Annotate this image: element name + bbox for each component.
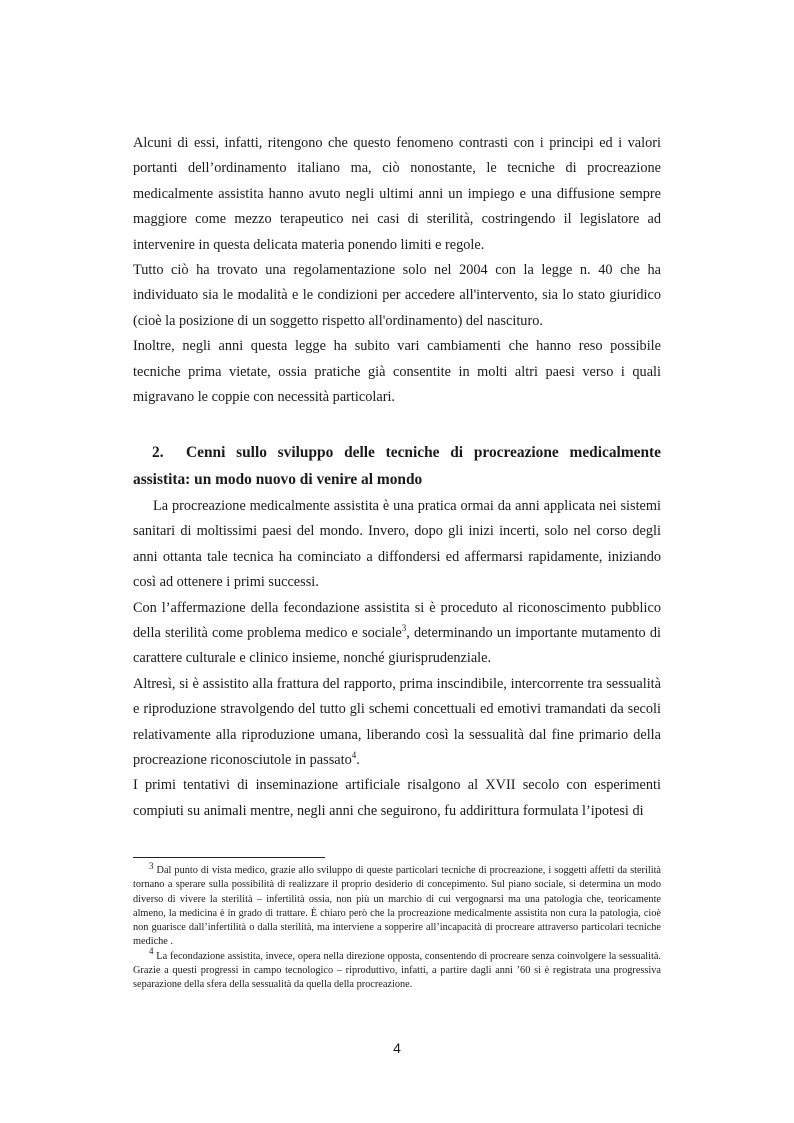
footnote-text: Dal punto di vista medico, grazie allo sviluppo di queste particolari tecniche di procreazione, i soggetti affetti da sterilità tornano a sperare sulla possibilità di realizzare il proprio desiderio di concepimento. Sul piano sociale, si determina un modo diverso di vivere la sterilità – infertilità ossia, non più un marchio di cui vergognarsi ma una patologia che, teoricamente almeno, la medicina è in grado di trattare. È chiaro però che la procreazione medicalmente assistita non cura la patologia, cioè non guarisce dall’infertilità o dalla sterilità, ma interviene a sopperire all’incapacità di procreare attraverso particolari tecniche mediche . [133,865,661,948]
footnote-ref: 3 [401,623,407,634]
paragraph: I primi tentativi di inseminazione artificiale risalgono al XVII secolo con esperimenti compiuti su animali mentre, negli anni che seguirono, fu addirittura formulata l’ipotesi di [133,777,661,819]
page-number: 4 [393,1040,401,1056]
footnote-marker: 4 [149,946,154,957]
paragraph-text: . [356,752,360,769]
paragraph-text: Altresì, si è assistito alla frattura del rapporto, prima inscindibile, intercorrente tra sessualità e riproduzione stravolgendo del tutto gli schemi concettuali ed emotivi tramandati da secoli relativamente alla riproduzione umana, liberando così la sessualità dal fine primario della procreazione riconosciutole in passato [133,675,661,769]
paragraph: Alcuni di essi, infatti, ritengono che questo fenomeno contrasti con i principi ed i valori portanti dell’ordinamento italiano ma, ciò nonostante, le tecniche di procreazione medicalmente assistita hanno avuto negli ultimi anni un impiego e una diffusione sempre maggiore come mezzo terapeutico nei casi di sterilità, costringendo il legislatore ad intervenire in questa delicata materia ponendo limiti e regole. [133,135,661,253]
footnote [133,860,661,950]
paragraph-text: , determinando un importante mutamento di carattere culturale e clinico insieme, nonché giurisprudenziale. [133,625,661,667]
paragraph [133,672,661,774]
section-heading [133,439,661,493]
paragraph: Inoltre, negli anni questa legge ha subito vari cambiamenti che hanno reso possibile tecniche prima vietate, ossia pratiche già consentite in molti altri paesi verso i quali migravano le coppie con necessità particolari. [133,338,661,406]
footnote-ref: 4 [351,750,357,761]
section-title: Cenni sullo sviluppo delle tecniche di procreazione medicalmente assistita: un modo nuovo di venire al mondo [133,444,661,488]
paragraph: La procreazione medicalmente assistita è una pratica ormai da anni applicata nei sistemi sanitari di moltissimi paesi del mondo. Invero, dopo gli inizi incerti, solo nel corso degli anni ottanta tale tecnica ha cominciato a diffondersi ed affermarsi rapidamente, iniziando così ad ottenere i primi successi. [133,498,661,591]
footnote-text: La fecondazione assistita, invece, opera nella direzione opposta, consentendo di procreare senza coinvolgere la sessualità. Grazie a questi progressi in campo tecnologico – riproduttivo, infatti, a partire dagli anni ’60 si è registrata una progressiva separazione della sfera della sessualità da quella della procreazione. [133,950,661,991]
section-body [133,494,661,824]
paragraph-text: Con l’affermazione della fecondazione assistita si è proceduto al riconoscimento pubblico della sterilità come problema medico e sociale [133,599,661,642]
paragraph [133,596,661,672]
section-number: 2. [152,444,164,461]
footnote-marker: 3 [149,860,154,871]
footnote-separator [133,857,325,858]
intro-text [133,131,661,410]
footnote [133,946,661,993]
paragraph: Tutto ciò ha trovato una regolamentazione solo nel 2004 con la legge n. 40 che ha individuato sia le modalità e le condizioni per accedere all'intervento, sia lo stato giuridico (cioè la posizione di un soggetto rispetto all'ordinamento) del nascituro. [133,262,661,329]
footnotes [133,860,661,993]
